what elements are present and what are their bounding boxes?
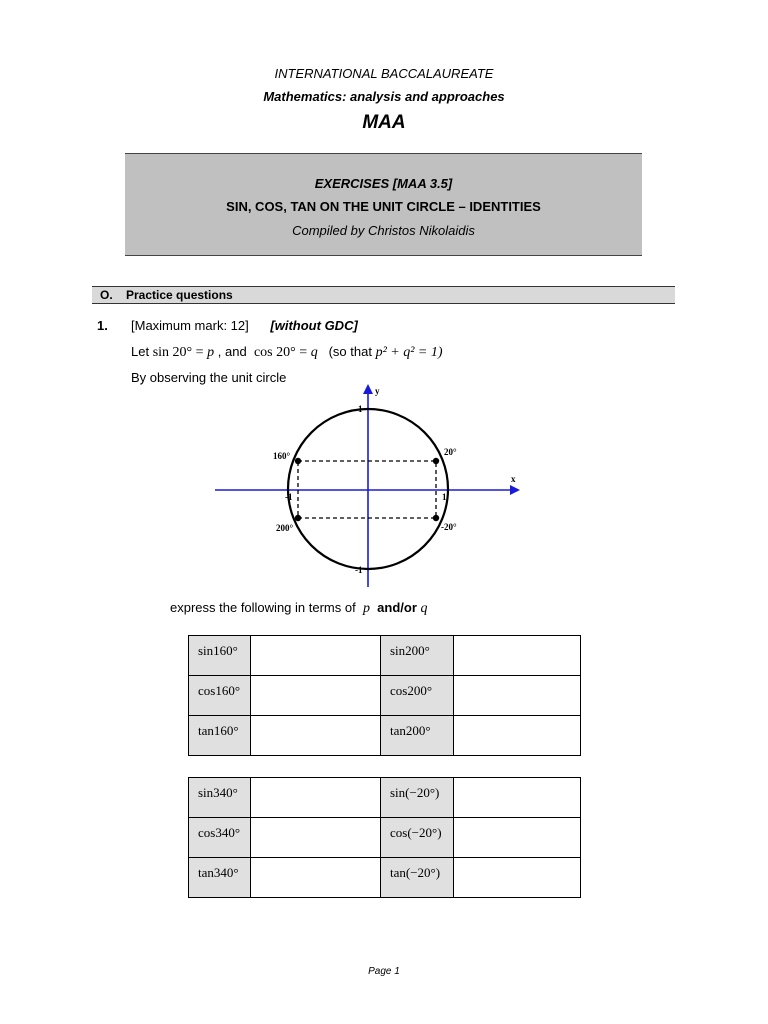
table-row (189, 636, 581, 676)
table-label-cell: cos(−20°) (381, 818, 454, 858)
answer-cell[interactable] (454, 858, 581, 898)
section-number: O. (100, 288, 113, 302)
point-neg20 (433, 515, 439, 521)
express-q: q (420, 601, 428, 616)
angle-20-label: 20° (444, 447, 457, 457)
identity-expression: p² + q² = 1) (375, 345, 443, 360)
express-andor: and/or (377, 600, 417, 615)
answer-cell[interactable] (251, 716, 381, 756)
angle-neg20-label: -20° (441, 522, 457, 532)
answer-table-2 (188, 777, 581, 898)
course-title: Mathematics: analysis and approaches (263, 89, 505, 104)
y-axis-label: y (375, 386, 380, 396)
table-row (189, 858, 581, 898)
table-label-cell: tan340° (189, 858, 251, 898)
answer-cell[interactable] (454, 818, 581, 858)
and-word: , and (217, 344, 247, 359)
table-row (189, 778, 581, 818)
section-title: Practice questions (126, 288, 233, 302)
answer-cell[interactable] (251, 858, 381, 898)
x-axis-arrow (510, 485, 520, 495)
x-axis-label: x (511, 474, 516, 484)
answer-cell[interactable] (454, 676, 581, 716)
answer-cell[interactable] (454, 636, 581, 676)
answer-cell[interactable] (454, 716, 581, 756)
table-label-cell: cos200° (381, 676, 454, 716)
table-label-cell: cos340° (189, 818, 251, 858)
y-axis-arrow (363, 384, 373, 394)
express-instruction (170, 600, 428, 617)
q-symbol: q (310, 345, 318, 360)
answer-cell[interactable] (251, 818, 381, 858)
cos-expression: cos 20° = (253, 345, 308, 360)
table-label-cell: tan200° (381, 716, 454, 756)
point-20 (433, 458, 439, 464)
course-code: MAA (362, 112, 406, 133)
table-label-cell: sin340° (189, 778, 251, 818)
angle-200-label: 200° (276, 523, 294, 533)
max-marks: [Maximum mark: 12] (131, 318, 249, 333)
let-word: Let (131, 344, 150, 359)
exercise-topic: SIN, COS, TAN ON THE UNIT CIRCLE – IDENTITIES (226, 199, 541, 214)
table-row (189, 818, 581, 858)
answer-cell[interactable] (251, 778, 381, 818)
tick-right-label: 1 (442, 492, 447, 502)
table-label-cell: tan160° (189, 716, 251, 756)
table-label-cell: cos160° (189, 676, 251, 716)
answer-cell[interactable] (251, 636, 381, 676)
table-row (189, 716, 581, 756)
table-label-cell: sin160° (189, 636, 251, 676)
table-label-cell: tan(−20°) (381, 858, 454, 898)
gdc-note: [without GDC] (270, 318, 358, 333)
observe-line: By observing the unit circle (131, 370, 287, 385)
point-200 (295, 515, 301, 521)
sin-expression: sin 20° = (152, 345, 204, 360)
so-that-word: (so that (328, 344, 372, 359)
question-number: 1. (97, 318, 108, 333)
tick-top-label: 1 (358, 404, 363, 414)
angle-160-label: 160° (273, 451, 291, 461)
answer-cell[interactable] (454, 778, 581, 818)
table-label-cell: sin(−20°) (381, 778, 454, 818)
p-symbol: p (207, 345, 215, 360)
table-row (189, 676, 581, 716)
tick-left-label: -1 (285, 492, 293, 502)
point-160 (295, 458, 301, 464)
express-prefix: express the following in terms of (170, 600, 356, 615)
tick-bottom-label: -1 (355, 565, 363, 575)
author-credit: Compiled by Christos Nikolaidis (292, 223, 475, 238)
page-number: Page 1 (368, 966, 400, 977)
answer-table-1 (188, 635, 581, 756)
table-label-cell: sin200° (381, 636, 454, 676)
answer-cell[interactable] (251, 676, 381, 716)
express-p: p (362, 601, 370, 616)
exercise-code: EXERCISES [MAA 3.5] (314, 176, 453, 191)
institution-title: INTERNATIONAL BACCALAUREATE (274, 66, 494, 81)
